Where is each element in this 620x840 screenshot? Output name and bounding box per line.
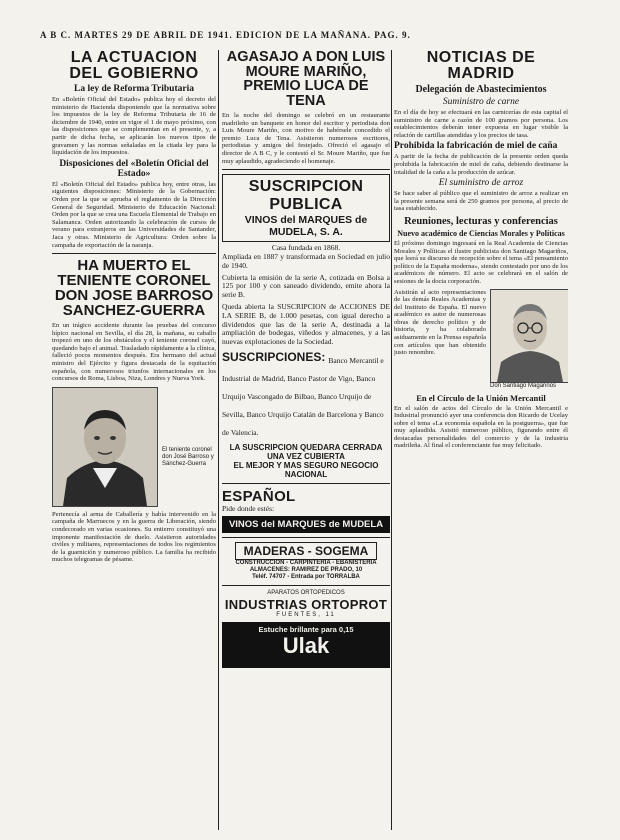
article-body: El «Boletín Oficial del Estado» publica hoy, entre otras, las siguientes disposiciones: Ministerio de la Gobernación: Orden por la que se aprueba el reglamento de la Dirección General de Seguridad. Ministerio de Educación Nacional: Orden por la que se crea una Escuela Elemental de Trabajo en Salamanca. Orden autorizando la celebración de cursos de verano para extranjeros en las Universidades de Santander, Jaca y otras. Ministerio de Agricultura: Orden sobre la campaña de exportación de la naranja. [52,180,216,249]
ad-ulak [222,622,390,668]
column-left [52,50,216,834]
divider [222,585,390,586]
headline-muerte-barroso: HA MUERTO EL TENIENTE CORONEL DON JOSE BARROSO SANCHEZ-GUERRA [54,257,214,320]
column-divider [218,50,219,830]
ad-body: Queda abierta la SUSCRIPCION de ACCIONES DE LA SERIE B, de 1.000 pesetas, con igual derecho a dividendos que las de la serie A, destinada a la ampliación de bodegas, viñedos y almacenes, y a las nuevas explotaciones de la Sociedad. [222,301,390,347]
headline-noticias-madrid: NOTICIAS DE MADRID [426,50,536,82]
ad-espanol-title: ESPAÑOL [222,487,296,505]
ad-vinos-band: VINOS del MARQUES de MUDELA [222,516,390,533]
photo-caption: Don Santiago Magariños [490,382,557,389]
ad-ortoprot [222,590,390,619]
ad-subtitle: VINOS del MARQUES de MUDELA, S. A. [244,214,368,239]
photo-caption: El teniente coronel don José Barroso y Sánchez-Guerra [162,446,214,467]
ad-espanol-sub: Pide donde estés: [222,503,275,513]
subhead-nuevo-academico: Nuevo académico de Ciencias Morales y Políticas [397,228,565,238]
subhead-boletin: Disposiciones del «Boletín Oficial del Estado» [59,158,209,179]
ad-maderas [222,542,390,581]
portrait-photo-magarinos [490,289,568,383]
ad-maderas-line: Teléf. 74707 - Entrada por TORRALBA [252,573,360,580]
ad-ortoprot-name: INDUSTRIAS ORTOPROT [224,596,388,612]
subhead-abastecimientos: Delegación de Abastecimientos [415,84,547,95]
article-body: Asistirán al acto representaciones de las demás Reales Academias y del Instituto de España. El nuevo académico es autor de numerosas obras de derecho político y de historia, y ha colaborado asiduamente en la Prensa española con artículos que han obtenido justo renombre. [394,288,486,357]
ad-subs-label: SUSCRIPCIONES: [222,349,326,364]
subhead-arroz: El suministro de arroz [438,178,524,189]
ad-title: SUSCRIPCION PUBLICA [248,178,364,214]
column-right [394,50,568,834]
ad-ampliada: Ampliada en 1887 y transformada en Sociedad en julio de 1940. [222,251,390,270]
ad-maderas-name: MADERAS - SOGEMA [235,542,378,560]
ad-closing: LA SUSCRIPCION QUEDARA CERRADA UNA VEZ CUBIERTA [229,442,383,461]
divider [222,483,390,484]
headline-reuniones: Reuniones, lecturas y conferencias [404,215,558,227]
article-body: El próximo domingo ingresará en la Real Academia de Ciencias Morales y Políticas el ilustre publicista don Santiago Magariños, que leerá su discurso de recepción sobre el tema «El pensamiento político de la España moderna», siendo contestado por uno de los académicos de número. El acto se celebrará en el salón de sesiones de la docta corporación. [394,239,568,285]
subhead-reforma-tributaria: La ley de Reforma Tributaria [74,84,194,94]
divider [222,169,390,170]
page-header: A B C. MARTES 29 DE ABRIL DE 1941. EDICION DE LA MAÑANA. PAG. 9. [40,30,411,40]
divider [52,253,216,254]
ad-founded: Casa fundada en 1868. [271,243,341,253]
headline-agasajo-moure: AGASAJO A DON LUIS MOURE MARIÑO, PREMIO LUCA DE TENA [226,50,386,109]
ad-ortoprot-sub: FUENTES, 11 [276,611,336,618]
ad-body: Cubierta la emisión de la serie A, cotizada en Bolsa a 125 por 100 y con saneado dividendo, emite ahora la serie B. [222,272,390,300]
ad-suscripcion-publica [222,174,390,242]
column-divider [391,50,392,830]
ad-maderas-line: CONSTRUCCION - CARPINTERIA - EBANISTERIA [235,559,377,566]
ad-ulak-name: Ulak [282,632,330,658]
column-center [222,50,390,834]
ad-ortoprot-top: APARATOS ORTOPEDICOS [267,589,345,596]
headline-actuacion-gobierno: LA ACTUACION DEL GOBIERNO [69,50,199,82]
divider [222,537,390,538]
portrait-photo-barroso [52,387,158,507]
article-body: Pertenecía al arma de Caballería y había intervenido en la campaña de Marruecos y en la guerra de Liberación, siendo condecorado en varias ocasiones. Su entierro constituyó una imponente manifestación de duelo. Asistieron autoridades civiles y militares, representaciones de todos los regimientos de la guarnición y numeroso público. La familia ha recibido muchos telegramas de pésame. [52,510,216,564]
subhead-miel: Prohibida la fabricación de miel de caña [394,141,558,152]
article-body: A partir de la fecha de publicación de la presente orden queda prohibida la fabricación de miel de caña, debiendo destinarse la totalidad de la caña a la producción de azúcar. [394,153,568,176]
article-body: En la noche del domingo se celebró en un restaurante madrileño un banquete en honor del escritor y periodista don Luis Moure Mariño, con motivo de habérsele concedido el premio Luca de Tena. Asistieron numerosos escritores, periodistas y amigos del festejado. Ofreció el agasajo el director de A B C, y le contestó el Sr. Moure Mariño, que fue muy aplaudido, agradeciendo el homenaje. [222,112,390,165]
article-body: En «Boletín Oficial del Estado» publica hoy el decreto del ministerio de Hacienda disponiendo que la normativa sobre los impuestos de la ley de Reforma Tributaria de 16 de diciembre de 1940, entre en vigor el 1 de mayo próximo, con las disposiciones que se complementan en el presente, y, a partir de dicha fecha, se aplicarán los nuevos tipos de gravamen y las normas señaladas en la citada ley para la liquidación de los impuestos. [52,96,216,157]
article-body: En un trágico accidente durante las pruebas del concurso hípico nacional en Sevilla, el día 28, la mañana, su caballo tropezó en uno de los obstáculos y el teniente coronel cayó, quedando bajo el animal. Trasladado rápidamente a la clínica, falleció pocos momentos después. Era hermano del actual ministro del Ejército y figura destacada de la equitación española, con numerosos triunfos internacionales en los concursos de Roma, Lisboa, Niza, Londres y Nueva York. [52,322,216,383]
subhead-union-mercantil: En el Círculo de la Unión Mercantil [416,392,546,403]
article-body: En el día de hoy se efectuará en las carnicerías de esta capital el suministro de carne a razón de 100 gramos por persona. Los establecimientos deberán tener expuesta en lugar visible la relación de cartillas atendidas y los precios de tasa. [394,109,568,139]
ad-closing: EL MEJOR Y MAS SEGURO NEGOCIO NACIONAL [233,460,379,479]
subhead-carne: Suministro de carne [442,97,520,107]
ad-subs-body: Banco Mercantil e Industrial de Madrid, Banco Pastor de Vigo, Banco Urquijo Vascongado de Bilbao, Banco Urquijo de Sevilla, Banco Urquijo Catalán de Barcelona y Banco de Valencia. [222,355,384,437]
ad-ulak-top: Estuche brillante para 0,15 [258,624,354,634]
article-body: En el salón de actos del Círculo de la Unión Mercantil e Industrial pronunció ayer una conferencia don Ricardo de Ucelay sobre el tema «La economía española en la postguerra», que fue muy aplaudida. Asistió numeroso público, figurando entre él destacadas personalidades del comercio y de la industria madrileña. Al final el conferenciante fue muy felicitado. [394,404,568,450]
article-body: Se hace saber al público que el suministro de arroz a realizar en la presente semana será de 250 gramos por persona, al precio de tasa establecido. [394,190,568,213]
ad-maderas-line: ALMACENES: RAMIREZ DE PRADO, 10 [249,566,363,573]
